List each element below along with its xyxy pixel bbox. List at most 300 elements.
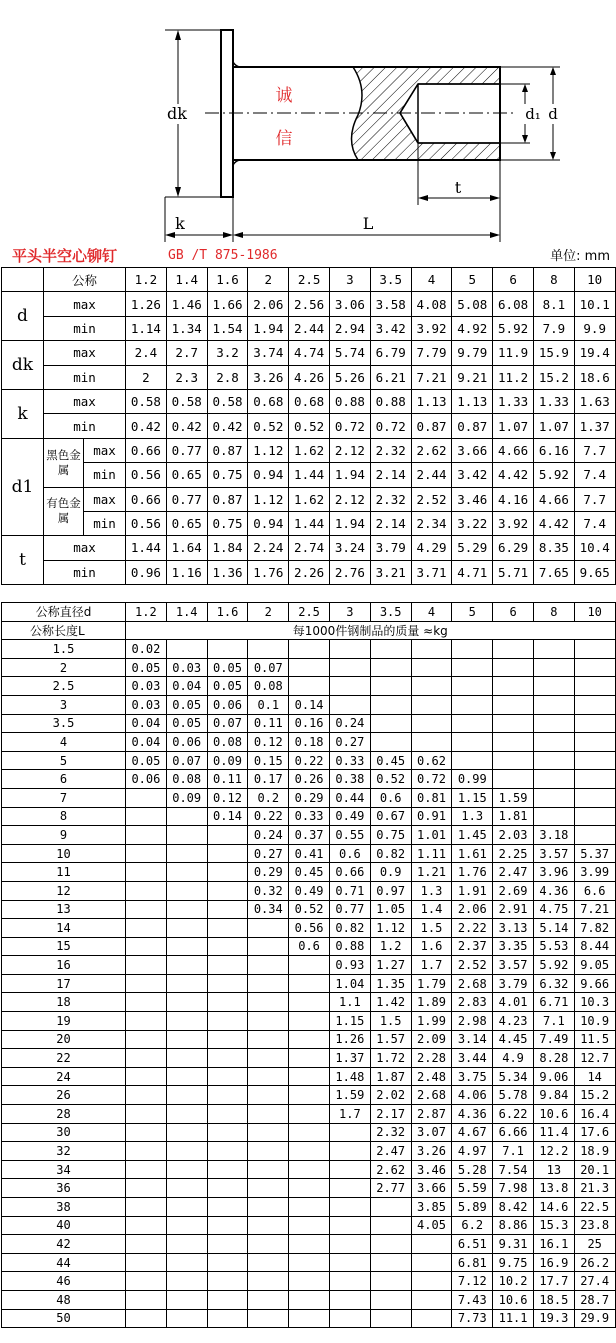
mass-value: 4.23 [493,1012,534,1031]
mass-value [126,1030,167,1049]
k-max-value: 0.58 [166,389,207,413]
mass-value [289,1235,330,1254]
dk-max-value: 19.4 [574,341,615,365]
mass-value [574,677,615,696]
mass-value: 9.84 [533,1086,574,1105]
mass-value: 1.3 [411,881,452,900]
mass-value: 7.73 [452,1309,493,1328]
mass-value: 0.05 [166,695,207,714]
d-min-value: 9.9 [574,316,615,340]
mass-value [411,714,452,733]
mass-row [2,881,616,900]
length-value: 18 [2,993,126,1012]
k-max-value: 0.58 [126,389,167,413]
mass-value: 10.2 [493,1272,534,1291]
mass-value: 1.7 [329,1105,370,1124]
mass-value [411,640,452,659]
k-min-value: 0.87 [411,414,452,438]
length-value: 14 [2,919,126,938]
mass-value [574,807,615,826]
length-value: 2 [2,658,126,677]
mass-value [452,677,493,696]
d1-ferrous-max-value: 1.62 [289,438,330,462]
mass-value [126,863,167,882]
mass-value [289,1123,330,1142]
mass-value: 0.82 [370,844,411,863]
mass-value [289,1216,330,1235]
mass-value: 0.26 [289,770,330,789]
mass-value [126,1309,167,1328]
mass-value [166,1142,207,1161]
mass-value: 7.54 [493,1160,534,1179]
mass-value: 3.96 [533,863,574,882]
mass-value: 1.27 [370,956,411,975]
nominal-size: 6 [493,268,534,292]
mass-value: 0.49 [289,881,330,900]
mass-value [289,974,330,993]
d1-ferrous-max-value: 3.66 [452,438,493,462]
length-value: 3 [2,695,126,714]
d-min-value: 5.92 [493,316,534,340]
mass-value: 0.44 [329,788,370,807]
max-label: max [44,536,126,560]
mass-value [248,937,289,956]
d1-ferrous-min-value: 2.44 [411,463,452,487]
t-min-row [2,560,616,584]
mass-value: 0.38 [329,770,370,789]
mass-caption-row [2,621,616,640]
mass-value [126,1253,167,1272]
length-value: 13 [2,900,126,919]
max-label: max [44,389,126,413]
mass-value [126,1272,167,1291]
mass-value [248,1272,289,1291]
d1-ferrous-min-value: 5.92 [533,463,574,487]
length-value: 42 [2,1235,126,1254]
mass-value: 0.77 [329,900,370,919]
mass-header-row [2,603,616,622]
mass-value [207,1179,248,1198]
length-value: 26 [2,1086,126,1105]
dk-max-value: 7.79 [411,341,452,365]
d1-ferrous-max-value: 0.66 [126,438,167,462]
d1-nonferrous-max-value: 1.62 [289,487,330,511]
mass-value [370,677,411,696]
d1-ferrous-max-value: 7.7 [574,438,615,462]
mass-value: 0.12 [207,788,248,807]
mass-value: 0.52 [289,900,330,919]
mass-value [166,919,207,938]
nominal-diameter: 2.5 [289,603,330,622]
d-min-value: 2.94 [330,316,371,340]
mass-value [248,1235,289,1254]
d1-nonferrous-max-value: 4.16 [493,487,534,511]
nominal-diameter: 1.4 [166,603,207,622]
mass-value: 2.25 [493,844,534,863]
dk-min-row [2,365,616,389]
mass-value [574,733,615,752]
nominal-size: 4 [411,268,452,292]
t-min-value: 0.96 [126,560,167,584]
nominal-diameter: 2 [248,603,289,622]
mass-value: 1.15 [329,1012,370,1031]
mass-row [2,900,616,919]
mass-value: 10.6 [493,1290,534,1309]
mass-value: 0.03 [166,658,207,677]
length-value: 12 [2,881,126,900]
mass-value [370,1309,411,1328]
mass-value [166,1179,207,1198]
mass-value [207,1253,248,1272]
mass-value [411,658,452,677]
mass-value [166,956,207,975]
mass-value: 7.12 [452,1272,493,1291]
t-label: t [2,536,44,585]
mass-value: 1.59 [329,1086,370,1105]
mass-value [533,677,574,696]
mass-value [329,1160,370,1179]
mass-value [411,695,452,714]
mass-value: 0.06 [207,695,248,714]
mass-value [493,751,534,770]
mass-row [2,1049,616,1068]
mass-value: 1.76 [452,863,493,882]
mass-value [248,1309,289,1328]
mass-value: 10.6 [533,1105,574,1124]
dk-max-value: 3.2 [207,341,248,365]
mass-value [370,1253,411,1272]
mass-value: 0.14 [289,695,330,714]
mass-value: 0.2 [248,788,289,807]
min-label: min [44,560,126,584]
t-max-row [2,536,616,560]
k-max-row [2,389,616,413]
mass-value: 0.05 [166,714,207,733]
mass-value [207,993,248,1012]
d-min-value: 1.14 [126,316,167,340]
mass-value: 2.68 [411,1086,452,1105]
mass-value: 4.75 [533,900,574,919]
length-value: 4 [2,733,126,752]
mass-value: 0.14 [207,807,248,826]
dk-min-value: 2.8 [207,365,248,389]
mass-value [126,937,167,956]
length-value: 10 [2,844,126,863]
k-label: k [2,389,44,438]
mass-value: 6.32 [533,974,574,993]
t-max-value: 1.64 [166,536,207,560]
mass-value [533,788,574,807]
mass-value: 3.79 [493,974,534,993]
mass-value [411,733,452,752]
mass-value: 3.99 [574,863,615,882]
mass-value [126,1012,167,1031]
mass-value: 0.15 [248,751,289,770]
t-min-value: 4.71 [452,560,493,584]
d1-nonferrous-max-value: 0.66 [126,487,167,511]
mass-value [207,863,248,882]
mass-value: 1.42 [370,993,411,1012]
mass-value: 0.6 [370,788,411,807]
nominal-diameter: 3 [329,603,370,622]
mass-value [166,844,207,863]
mass-value: 2.02 [370,1086,411,1105]
d-max-value: 5.08 [452,292,493,316]
nominal-diameter: 1.6 [207,603,248,622]
k-max-value: 0.68 [289,389,330,413]
mass-value [126,1123,167,1142]
mass-value: 4.9 [493,1049,534,1068]
mass-value: 1.26 [329,1030,370,1049]
mass-value [574,658,615,677]
dk-max-value: 15.9 [533,341,574,365]
d-min-value: 1.34 [166,316,207,340]
mass-value: 11.5 [574,1030,615,1049]
mass-value [207,1049,248,1068]
d-min-value: 1.94 [248,316,289,340]
mass-value [370,1235,411,1254]
mass-value: 9.06 [533,1067,574,1086]
mass-value [207,1309,248,1328]
d1-label: d1 [2,438,44,536]
nominal-size: 5 [452,268,493,292]
mass-value: 0.66 [329,863,370,882]
d-max-row [2,292,616,316]
mass-value [207,974,248,993]
mass-value: 3.85 [411,1198,452,1217]
dk-max-value: 2.7 [166,341,207,365]
mass-value: 4.05 [411,1216,452,1235]
mass-value: 3.75 [452,1067,493,1086]
mass-row [2,844,616,863]
length-value: 8 [2,807,126,826]
mass-row [2,1198,616,1217]
mass-value [166,1272,207,1291]
d-max-value: 3.06 [330,292,371,316]
mass-value [574,751,615,770]
nominal-label: 公称 [44,268,126,292]
mass-row [2,937,616,956]
nominal-diameter: 6 [493,603,534,622]
mass-value [207,956,248,975]
mass-value: 7.43 [452,1290,493,1309]
mass-value: 2.68 [452,974,493,993]
mass-value [166,1198,207,1217]
d1-nonferrous-min-value: 0.94 [248,511,289,535]
mass-value [207,1123,248,1142]
k-max-value: 1.13 [411,389,452,413]
mass-value: 6.51 [452,1235,493,1254]
mass-value: 16.4 [574,1105,615,1124]
mass-value: 4.36 [533,881,574,900]
d1-nonferrous-min-value: 3.22 [452,511,493,535]
corner-cell [2,268,44,292]
mass-value [370,658,411,677]
mass-value [248,993,289,1012]
mass-value: 1.21 [411,863,452,882]
length-value: 40 [2,1216,126,1235]
mass-value: 2.22 [452,919,493,938]
mass-value: 0.49 [329,807,370,826]
length-value: 19 [2,1012,126,1031]
nominal-diameter: 1.2 [126,603,167,622]
mass-value: 17.7 [533,1272,574,1291]
mass-value: 0.05 [126,751,167,770]
mass-value [329,640,370,659]
mass-value [370,1198,411,1217]
watermark-xin: 信 [275,129,293,149]
mass-row [2,1030,616,1049]
d1-ferrous-max-value: 2.12 [330,438,371,462]
mass-value [207,1030,248,1049]
mass-value [166,974,207,993]
mass-value: 4.36 [452,1105,493,1124]
length-value: 38 [2,1198,126,1217]
d1-ferrous-min-value: 4.42 [493,463,534,487]
mass-value [166,937,207,956]
mass-value [329,1179,370,1198]
d-max-value: 8.1 [533,292,574,316]
d1-nonferrous-max-value: 0.87 [207,487,248,511]
mass-value [329,1142,370,1161]
mass-value: 11.1 [493,1309,534,1328]
mass-value: 1.35 [370,974,411,993]
d1-ferrous-min-value: 0.65 [166,463,207,487]
d-max-value: 3.58 [370,292,411,316]
mass-value [289,956,330,975]
nominal-size: 1.2 [126,268,167,292]
mass-value [411,1253,452,1272]
mass-value: 14 [574,1067,615,1086]
mass-value: 20.1 [574,1160,615,1179]
d-max-value: 2.06 [248,292,289,316]
mass-value: 1.72 [370,1049,411,1068]
mass-value: 12.2 [533,1142,574,1161]
max-label: max [44,341,126,365]
mass-value [207,900,248,919]
length-value: 5 [2,751,126,770]
mass-value: 1.6 [411,937,452,956]
d-min-value: 3.42 [370,316,411,340]
t-min-value: 3.21 [370,560,411,584]
nominal-size: 2.5 [289,268,330,292]
mass-value: 4.01 [493,993,534,1012]
mass-value: 6.6 [574,881,615,900]
mass-value: 3.44 [452,1049,493,1068]
dk-max-value: 6.79 [370,341,411,365]
mass-value [166,1105,207,1124]
d-min-value: 1.54 [207,316,248,340]
mass-row [2,1142,616,1161]
dimension-table [1,267,616,585]
nominal-size: 8 [533,268,574,292]
mass-value [166,1012,207,1031]
t-max-value: 2.24 [248,536,289,560]
mass-value [289,1272,330,1291]
mass-value [166,807,207,826]
mass-value [248,1253,289,1272]
mass-value [452,714,493,733]
mass-value: 13.8 [533,1179,574,1198]
d1-ferrous-min-value: 0.94 [248,463,289,487]
mass-value [493,714,534,733]
mass-value [166,1086,207,1105]
d1-ferrous-max-value: 0.77 [166,438,207,462]
d1-ferrous-min-value: 7.4 [574,463,615,487]
header-nominal-length: 公称长度L [2,621,126,640]
mass-value: 2.48 [411,1067,452,1086]
mass-value [166,1253,207,1272]
mass-value: 7.49 [533,1030,574,1049]
mass-value: 1.11 [411,844,452,863]
mass-value [452,695,493,714]
mass-value [207,1235,248,1254]
dk-min-value: 9.21 [452,365,493,389]
length-value: 6 [2,770,126,789]
mass-row [2,788,616,807]
mass-value [166,900,207,919]
length-value: 1.5 [2,640,126,659]
mass-value [493,677,534,696]
mass-value [248,1012,289,1031]
mass-value [126,844,167,863]
mass-value: 0.09 [207,751,248,770]
mass-value: 1.89 [411,993,452,1012]
mass-value: 7.1 [533,1012,574,1031]
label-d: d [548,105,558,123]
d1-nonferrous-min-value: 0.56 [126,511,167,535]
mass-value [329,1123,370,1142]
mass-value [248,640,289,659]
mass-value: 18.5 [533,1290,574,1309]
t-max-value: 1.44 [126,536,167,560]
mass-value [166,1290,207,1309]
mass-value [574,695,615,714]
mass-value: 19.3 [533,1309,574,1328]
mass-value: 1.1 [329,993,370,1012]
mass-row [2,919,616,938]
mass-value: 4.45 [493,1030,534,1049]
length-value: 3.5 [2,714,126,733]
mass-value: 9.66 [574,974,615,993]
mass-value [126,1235,167,1254]
dk-max-value: 4.74 [289,341,330,365]
mass-value [452,658,493,677]
k-min-value: 1.37 [574,414,615,438]
k-max-value: 0.88 [370,389,411,413]
dk-max-value: 9.79 [452,341,493,365]
d1-ferrous-min-value: 0.56 [126,463,167,487]
d1-nonferrous-max-value: 7.7 [574,487,615,511]
mass-value: 16.1 [533,1235,574,1254]
dk-min-value: 15.2 [533,365,574,389]
mass-value [207,1160,248,1179]
mass-value [207,937,248,956]
rivet-drawing [0,0,616,245]
mass-value: 0.9 [370,863,411,882]
d-max-value: 1.26 [126,292,167,316]
mass-value [289,1160,330,1179]
mass-value: 1.5 [370,1012,411,1031]
length-value: 20 [2,1030,126,1049]
mass-value [207,1012,248,1031]
mass-value: 0.93 [329,956,370,975]
mass-value: 10.3 [574,993,615,1012]
mass-value [207,881,248,900]
mass-value: 0.34 [248,900,289,919]
mass-value: 6.66 [493,1123,534,1142]
mass-value: 6.22 [493,1105,534,1124]
